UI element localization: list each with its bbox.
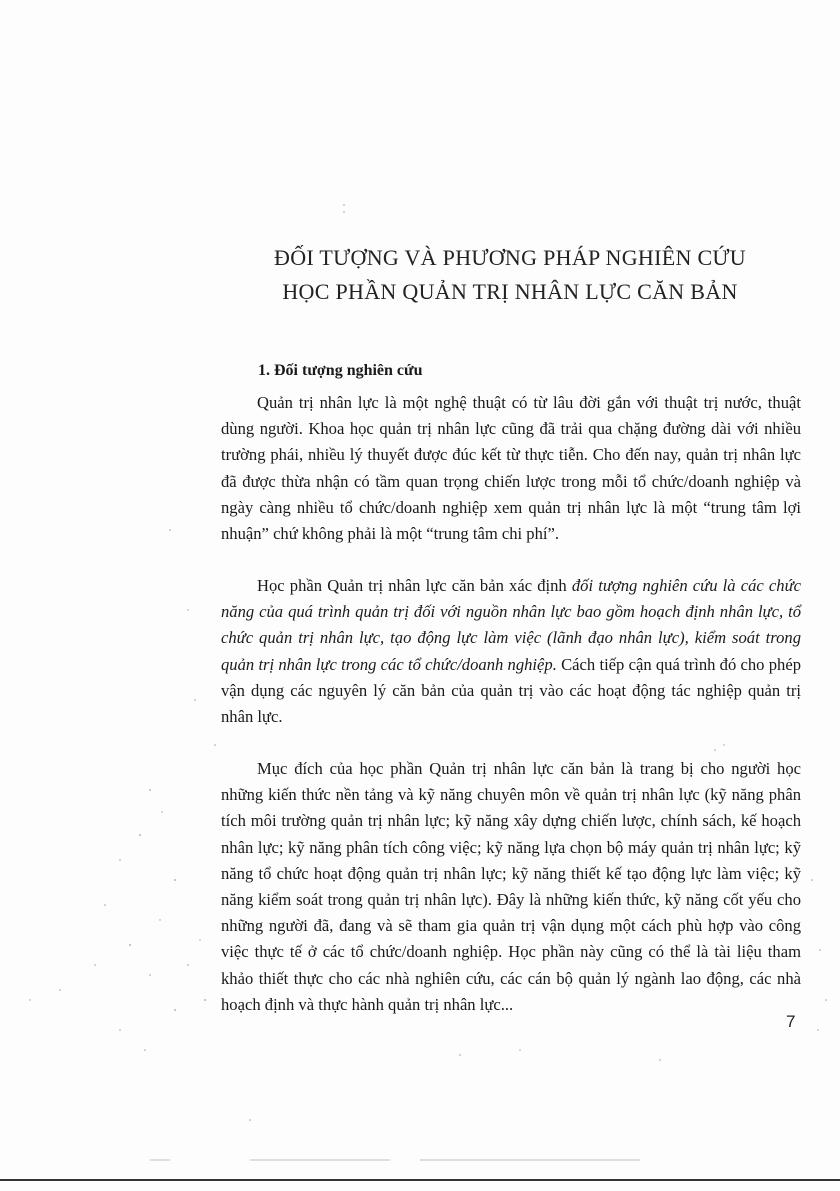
paragraph-1-text: Quản trị nhân lực là một nghệ thuật có từ lâu đời gắn với thuật trị nước, thuật dùng người. Khoa học quản trị nhân lực cũng đã trải qua chặng đường dài với nhiều trường phái, nhiều lý thuyết được đúc kết từ thực tiễn. Cho đến nay, quản trị nhân lực đã được thừa nhận có tầm quan trọng chiến lược trong mỗi tổ chức/doanh nghiệp và ngày càng nhiều tổ chức/doanh nghiệp xem quản trị nhân lực là một “trung tâm lợi nhuận” chứ không phải là một “trung tâm chi phí”. <box>221 393 801 544</box>
paragraph-2-start: Học phần Quản trị nhân lực căn bản xác định <box>257 576 572 595</box>
paragraph-2-italic: đối tượng nghiên cứu là các chức năng của quá trình quản trị đối với nguồn nhân lực bao gồm hoạch định nhân lực, tổ chức quản trị nhân lực, tạo động lực làm việc (lãnh đạo nhân lực), kiểm soát trong quản trị nhân lực trong các tổ chức/doanh nghiệp. <box>221 576 801 674</box>
chapter-title-line-1: ĐỐI TƯỢNG VÀ PHƯƠNG PHÁP NGHIÊN CỨU <box>274 245 746 270</box>
paragraph-1 <box>221 390 801 547</box>
paragraph-2 <box>221 573 801 730</box>
paragraph-2-text <box>221 573 801 730</box>
page-number: 7 <box>786 1012 796 1031</box>
paragraph-2-end: Cách tiếp cận quá trình đó cho phép vận dụng các nguyên lý căn bản của quản trị vào các hoạt động tác nghiệp quản trị nhân lực. <box>221 654 801 727</box>
paragraph-3 <box>221 756 801 1018</box>
paragraph-3-text: Mục đích của học phần Quản trị nhân lực căn bản là trang bị cho người học những kiến thức nền tảng và kỹ năng chuyên môn về quản trị nhân lực (kỹ năng phân tích môi trường quản trị nhân lực; kỹ năng xây dựng chiến lược, chính sách, kế hoạch nhân lực; kỹ năng phân tích công việc; kỹ năng lựa chọn bộ máy quản trị nhân lực; kỹ năng tổ chức hoạt động quản trị nhân lực; kỹ năng thiết kế tạo động lực làm việc; kỹ năng kiểm soát trong quản trị nhân lực). Đây là những kiến thức, kỹ năng cốt yếu cho những người đã, đang và sẽ tham gia quản trị vận dụng một cách phù hợp vào công việc thực tế ở các tổ chức/doanh nghiệp. Học phần này cũng có thể là tài liệu tham khảo thiết thực cho các nhà nghiên cứu, các cán bộ quản lý ngành lao động, các nhà hoạch định và thực hành quản trị nhân lực... <box>221 759 801 1014</box>
page-bottom-edge <box>0 1179 840 1181</box>
chapter-title-line-2: HỌC PHẦN QUẢN TRỊ NHÂN LỰC CĂN BẢN <box>282 279 738 304</box>
section-heading: 1. Đối tượng nghiên cứu <box>258 362 423 379</box>
